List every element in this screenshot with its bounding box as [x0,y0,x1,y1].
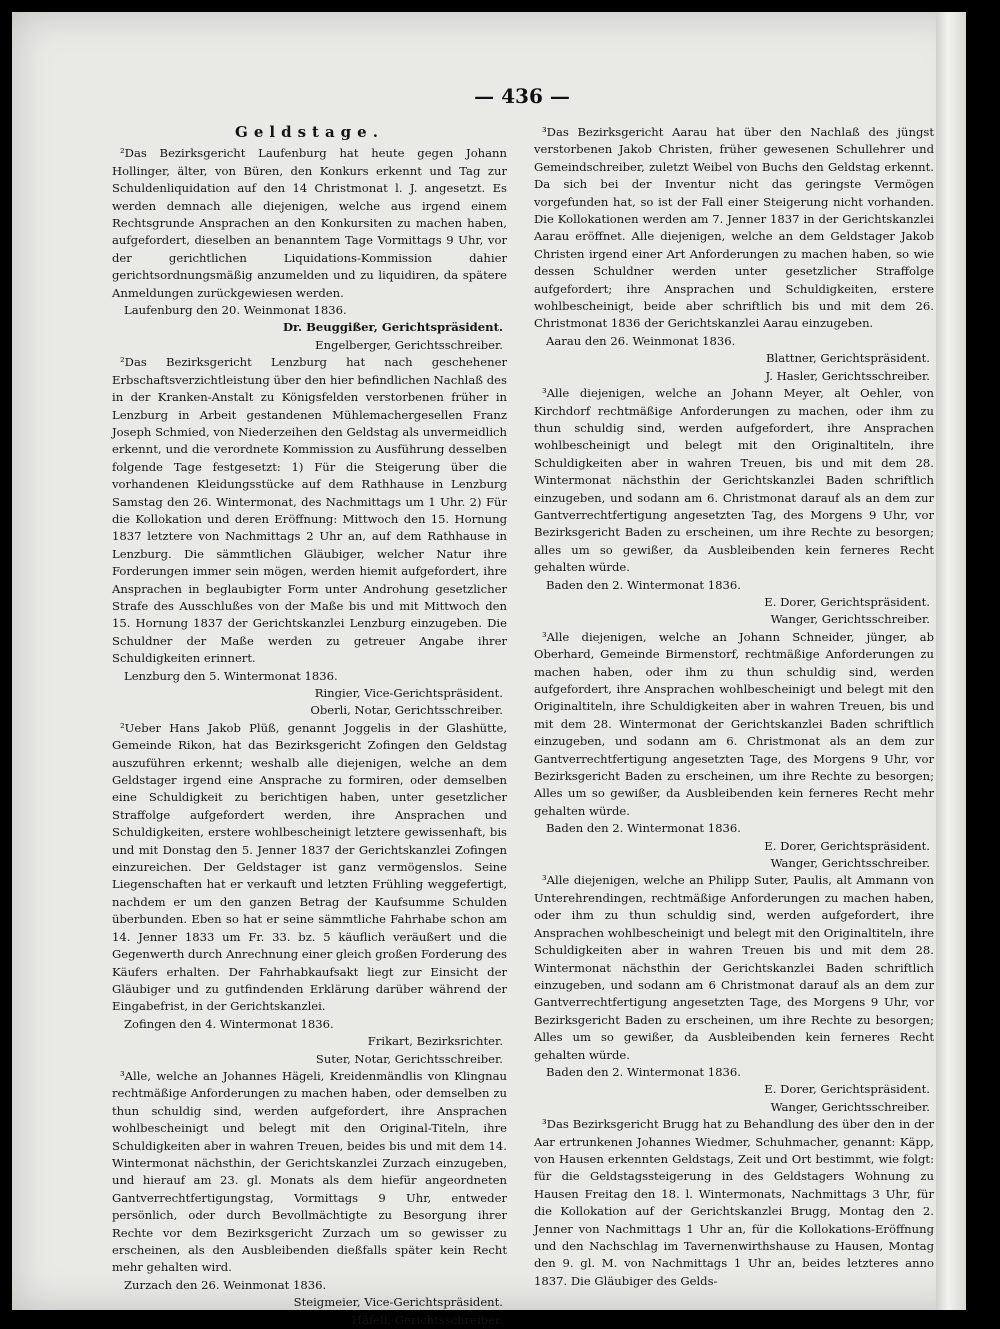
newspaper-page [12,12,966,1327]
notice-date: Zofingen den 4. Wintermonat 1836. [124,1016,334,1031]
page-edge [936,12,966,1310]
left-column [112,124,507,1329]
notice-signature-clerk: Wanger, Gerichtsschreiber. [770,1099,930,1114]
notice-baden-meyer [534,385,934,629]
notice-date: Lenzburg den 5. Wintermonat 1836. [124,668,338,683]
notice-brugg [534,1116,934,1290]
section-title: Geldstage. [235,123,384,141]
notice-signature-president: Dr. Beuggißer, Gerichtspräsident. [282,320,503,335]
notice-text: ²Das Bezirksgericht Laufenburg hat heute gegen Johann Hollinger, älter, von Büren, den Konkurs erkennt und Tag zur Schuldenliquidation auf den 14 Christmonat l. J. angesetzt. Es werden demnach alle diejenigen, welche aus irgend einem Rechtsgrunde Ansprachen an den Konkursiten zu machen haben, aufgefordert, dieselben an benanntem Tage Vormittags 9 Uhr, vor der gerichtlichen Liquidations-Kommission dahier gerichtsordnungsmäßig anzumelden und zu liquidiren, da spätere Anmeldungen zurückgewiesen werden. [112,146,507,300]
notice-signature-president: E. Dorer, Gerichtspräsident. [764,1082,930,1097]
notice-zurzach [112,1068,507,1329]
notice-signature-president: Blattner, Gerichtspräsident. [766,351,930,366]
notice-signature-clerk: Häfeli, Gerichtsschreiber. [351,1312,503,1327]
notice-date: Baden den 2. Wintermonat 1836. [546,577,741,592]
notice-laufenburg [112,145,507,354]
notice-text: ²Das Bezirksgericht Lenzburg hat nach geschehener Erbschaftsverzichtleistung über den hier befindlichen Nachlaß des in der Kranken-Anstalt zu Königsfelden verstorbenen früher in Lenzburg in Arbeit gestandenen Mühlemachergesellen Franz Joseph Schmied, von Niederzeihen den Geldstag als unvermeidlich erkennt, und die verordnete Kommission zu Ausführung desselben folgende Tage festgesetzt: 1) Für die Steigerung über die vorhandenen Kleidungsstücke auf dem Rathhause in Lenzburg Samstag den 26. Wintermonat, des Nachmittags um 1 Uhr. 2) Für die Kollokation und deren Eröffnung: Mittwoch den 15. Hornung 1837 letztere von Nachmittags 2 Uhr an, auf dem Rathhause in Lenzburg. Die sämmtlichen Gläubiger, welcher Natur ihre Forderungen immer sein mögen, werden hiemit aufgefordert, ihre Ansprachen in beglaubigter Form unter Androhung gesetzlicher Strafe des Ausschlußes von der Maße bis und mit Mittwoch den 15. Hornung 1837 der Gerichtskanzlei Lenzburg einzugeben. Die Schuldner der Maße werden zu getreuer Angabe ihrer Schuldigkeiten erinnert. [112,355,507,666]
notice-text: ³Das Bezirksgericht Brugg hat zu Behandlung des über den in der Aar ertrunkenen Johannes Wiedmer, Schuhmacher, genannt: Käpp, von Hausen erkennten Geldstags, Zeit und Ort bestimmt, wie folgt: für die Geldstagssteigerung in des Geldstagers Wohnung zu Hausen Freitag den 18. l. Wintermonats, Nachmittags 3 Uhr, für die Kollokation auf der Gerichtskanzlei Brugg, Montag den 2. Jenner von Nachmittags 1 Uhr an, für die Kollokations-Eröffnung und den Nachschlag im Tavernenwirthshause zu Hausen, Montag den 9. gl. M. von Nachmittags 1 Uhr an, beides letzteres anno 1837. Die Gläubiger des Gelds- [534,1117,934,1288]
notice-date: Baden den 2. Wintermonat 1836. [546,1064,741,1079]
notice-signature-clerk: Wanger, Gerichtsschreiber. [770,856,930,871]
notice-signature-clerk: Oberli, Notar, Gerichtsschreiber. [310,703,503,718]
notice-zofingen [112,720,507,1068]
notice-signature-judge: Frikart, Bezirksrichter. [367,1034,503,1049]
notice-baden-schneider [534,629,934,873]
notice-text: ³Alle diejenigen, welche an Johann Meyer, alt Oehler, von Kirchdorf rechtmäßige Anforderungen zu machen, oder ihm zu thun schuldig sind, werden aufgefordert, ihre Ansprachen wohlbescheinigt und belegt mit den Originaltiteln, ihre Schuldigkeiten aber in wahren Treuen, bis und mit dem 28. Wintermonat nächsthin der Gerichtskanzlei Baden schriftlich einzugeben, und sodann am 6. Christmonat darauf als an dem zur Gantverrechtfertigung angesetzten Tag, des Morgens 9 Uhr, vor Bezirksgericht Baden zu erscheinen, um ihre Rechte zu besorgen; alles um so gewißer, da Ausbleibenden kein ferneres Recht gehalten würde. [534,386,934,575]
page-number: — 436 — [474,84,570,108]
right-column [534,124,934,1290]
notice-aarau [534,124,934,385]
notice-text: ³Alle diejenigen, welche an Philipp Suter, Paulis, alt Ammann von Unterehrendingen, rechtmäßige Anforderungen zu machen haben, oder ihm zu thun schuldig sind, werden aufgefordert, ihre Ansprachen wohlbescheinigt und belegt mit den Originaltiteln, ihre Schuldigkeiten aber in wahren Treuen bis und mit dem 28. Wintermonat nächsthin der Gerichtskanzlei Baden schriftlich einzugeben, und sodann am 6 Christmonat darauf als an dem zur Gantverrechtfertigung angesetzten Tage, des Morgens 9 Uhr, vor Bezirksgericht Baden zu erscheinen, um ihre Rechte zu besorgen; Alles um so gewißer, da Ausbleibenden kein ferneres Recht gehalten würde. [534,873,934,1062]
notice-signature-clerk: Suter, Notar, Gerichtsschreiber. [315,1051,503,1066]
notice-date: Aarau den 26. Weinmonat 1836. [546,333,736,348]
notice-signature-president: Steigmeier, Vice-Gerichtspräsident. [293,1295,503,1310]
notice-signature-president: E. Dorer, Gerichtspräsident. [764,838,930,853]
notice-text: ³Alle, welche an Johannes Hägeli, Kreidenmändlis von Klingnau rechtmäßige Anforderungen zu machen haben, oder demselben zu thun schuldig sind, werden aufgefordert, ihre Ansprachen wohlbescheinigt und belegt mit den Original-Titeln, ihre Schuldigkeiten aber in wahren Treuen, beides bis und mit dem 14. Wintermonat nächsthin, der Gerichtskanzlei Zurzach einzugeben, und hierauf am 23. gl. Monats als dem hiefür angeordneten Gantverrechtfertigungstag, Vormittags 9 Uhr, entweder persönlich, oder durch Bevollmächtigte zu Besorgung ihrer Rechte vor dem Bezirksgericht Zurzach um so gewisser zu erscheinen, als den Ausbleibenden dießfalls später kein Recht mehr gehalten wird. [112,1068,507,1275]
notice-date: Baden den 2. Wintermonat 1836. [546,821,741,836]
notice-text: ³Das Bezirksgericht Aarau hat über den Nachlaß des jüngst verstorbenen Jakob Christen, früher gewesenen Schullehrer und Gemeindschreiber, zuletzt Weibel von Buchs den Geldstag erkennt. Da sich bei der Inventur nicht das geringste Vermögen vorgefunden hat, so ist der Fall einer Steigerung nicht vorhanden. Die Kollokationen werden am 7. Jenner 1837 in der Gerichtskanzlei Aarau eröffnet. Alle diejenigen, welche an dem Geldstager Jakob Christen irgend einer Art Anforderungen zu machen haben, so wie dessen Schuldner werden unter gesetzlicher Straffolge aufgefordert; ihre Ansprachen und Schuldigkeiten, erstere wohlbescheinigt, beide aber schriftlich bis und mit dem 26. Christmonat 1836 der Gerichtskanzlei Aarau einzugeben. [534,125,934,331]
notice-signature-clerk: J. Hasler, Gerichtsschreiber. [765,368,930,383]
notice-signature-president: E. Dorer, Gerichtspräsident. [764,594,930,609]
notice-baden-suter [534,872,934,1116]
notice-signature-clerk: Wanger, Gerichtsschreiber. [770,612,930,627]
notice-text: ³Alle diejenigen, welche an Johann Schneider, jünger, ab Oberhard, Gemeinde Birmenstorf, rechtmäßige Anforderungen zu machen haben, oder ihm zu thun schuldig sind, werden aufgefordert, ihre Ansprachen wohlbescheinigt und belegt mit den Originaltiteln, ihre Schuldigkeiten aber in wahren Treuen, bis und mit dem 28. Wintermonat der Gerichtskanzlei Baden schriftlich einzugeben, und sodann am 6. Christmonat als an dem zur Gantverrechtfertigung angesetzten Tage, des Morgens 9 Uhr, vor Bezirksgericht Baden zu erscheinen, um ihre Rechte zu besorgen; Alles um so gewißer, da Ausbleibenden kein ferneres Recht mehr gehalten würde. [534,629,934,818]
notice-date: Laufenburg den 20. Weinmonat 1836. [124,303,347,318]
notice-signature-president: Ringier, Vice-Gerichtspräsident. [314,686,503,700]
notice-date: Zurzach den 26. Weinmonat 1836. [124,1277,327,1292]
notice-signature-clerk: Engelberger, Gerichtsschreiber. [315,337,503,352]
notice-lenzburg [112,354,507,720]
notice-text: ²Ueber Hans Jakob Plüß, genannt Joggelis in der Glashütte, Gemeinde Rikon, hat das Bezirksgericht Zofingen den Geldstag auszuführen erkennt; weshalb alle diejenigen, welche an dem Geldstager irgend eine Ansprache zu formiren, oder demselben eine Schuldigkeit zu berichtigen haben, unter gesetzlicher Straffolge aufgefordert werden, ihre Ansprachen und Schuldigkeiten, erstere wohlbescheinigt letztere gewissenhaft, bis und mit Donstag den 5. Jenner 1837 der Gerichtskanzlei Zofingen einzureichen. Der Geldstager ist ganz vermögenslos. Seine Liegenschaften hat er verkauft und letzten Frühling weggefertigt, nachdem er um den ganzen Betrag der Kaufsumme Schulden überbunden. Eben so hat er seine sämmtliche Fahrhabe schon am 14. Jenner 1833 um Fr. 33. bz. 5 käuflich veräußert und die Gegenwerth durch Anrechnung einer gleich großen Forderung des Käufers erhalten. Der Fahrhabkaufsakt liegt zur Einsicht der Gläubiger und zu gutfindenden Erklärung darüber während der Eingabefrist, in der Gerichtskanzlei. [112,720,507,1014]
